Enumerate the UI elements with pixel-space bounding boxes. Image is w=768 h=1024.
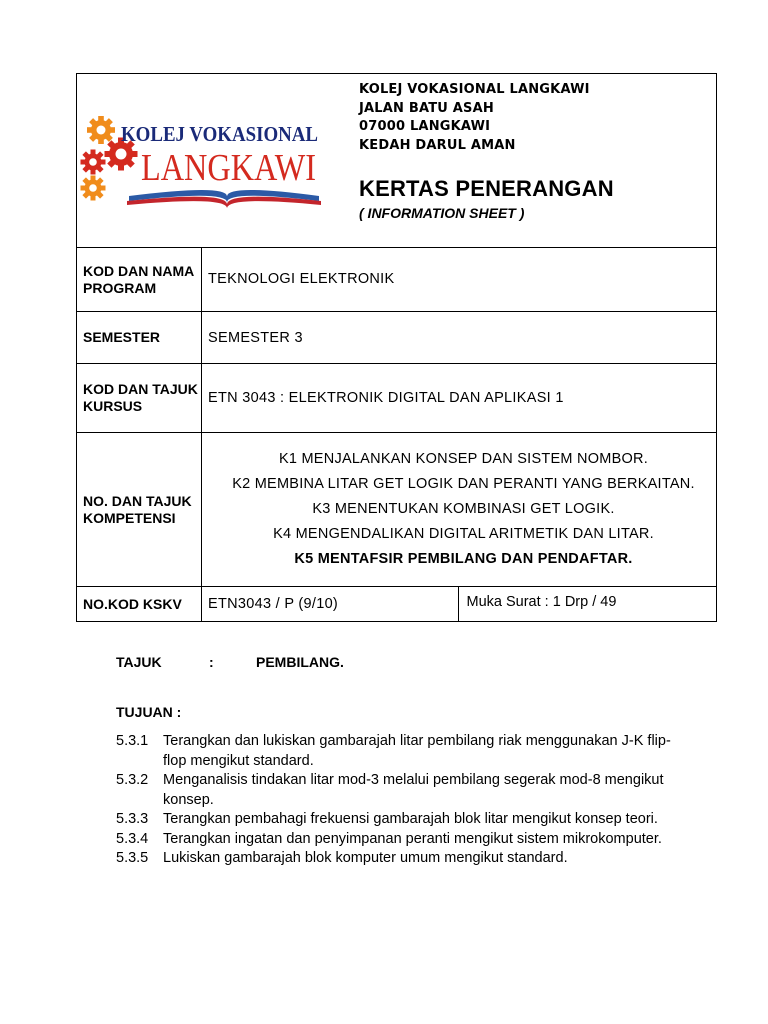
objective-item: [116, 771, 676, 810]
competency-item-current: K5 MENTAFSIR PEMBILANG DAN PENDAFTAR.: [294, 551, 633, 567]
competency-item: K4 MENGENDALIKAN DIGITAL ARITMETIK DAN LITAR.: [273, 526, 654, 542]
college-logo-graphic: [77, 74, 359, 247]
topic-value: PEMBILANG.: [256, 654, 344, 670]
objective-item: [116, 732, 676, 771]
red-gear-small-icon: [81, 150, 106, 175]
course-value: ETN 3043 : ELEKTRONIK DIGITAL DAN APLIKASI 1: [208, 390, 564, 406]
semester-value: SEMESTER 3: [208, 329, 303, 346]
objectives-heading: TUJUAN :: [116, 704, 182, 720]
kskv-row: [77, 587, 716, 621]
objective-number: 5.3.4: [116, 830, 149, 847]
information-sheet: [76, 73, 717, 622]
objective-text: Terangkan ingatan dan penyimpanan peranti mengikut sistem mikrokomputer.: [163, 830, 662, 847]
objective-text: Terangkan pembahagi frekuensi gambarajah blok litar mengikut konsep teori.: [163, 811, 658, 827]
objective-item: [116, 849, 676, 869]
objective-number: 5.3.1: [116, 733, 149, 749]
objective-item: [116, 810, 676, 830]
sheet-header: [77, 74, 716, 248]
objective-item: [116, 830, 676, 850]
kskv-label: NO.KOD KSKV: [77, 587, 202, 621]
program-value: TEKNOLOGI ELEKTRONIK: [208, 270, 395, 287]
topic-colon: :: [209, 654, 214, 670]
course-label: KOD DAN TAJUK KURSUS: [77, 364, 202, 432]
open-book-icon: [127, 190, 321, 208]
address-line-2: JALAN BATU ASAH: [359, 100, 494, 116]
semester-row: [77, 312, 716, 364]
objective-number: 5.3.2: [116, 772, 149, 788]
objective-number: 5.3.5: [116, 850, 149, 866]
topic-label: TAJUK: [116, 654, 162, 670]
college-logo: [77, 74, 359, 247]
competency-item: K3 MENENTUKAN KOMBINASI GET LOGIK.: [312, 501, 615, 517]
logo-text-line2: LANGKAWI: [141, 147, 316, 189]
objective-text: Lukiskan gambarajah blok komputer umum mengikut standard.: [163, 850, 568, 866]
competency-item: K1 MENJALANKAN KONSEP DAN SISTEM NOMBOR.: [278, 451, 649, 467]
orange-gear-bottom-icon: [81, 176, 106, 201]
orange-gear-icon: [87, 116, 115, 144]
objectives-list: [116, 732, 676, 869]
document-title: KERTAS PENERANGAN: [359, 176, 614, 201]
address-line-4: KEDAH DARUL AMAN: [359, 137, 516, 153]
college-address-block: [359, 74, 716, 247]
document-subtitle: ( INFORMATION SHEET ): [359, 205, 525, 221]
kskv-code: ETN3043 / P (9/10): [202, 587, 459, 621]
course-row: [77, 364, 716, 433]
logo-text-line1: KOLEJ VOKASIONAL: [121, 122, 318, 146]
program-row: [77, 248, 716, 312]
program-label: KOD DAN NAMA PROGRAM: [77, 248, 202, 311]
address-line-1: KOLEJ VOKASIONAL LANGKAWI: [359, 82, 590, 97]
competency-label: NO. DAN TAJUK KOMPETENSI: [77, 433, 202, 586]
competency-list: [202, 433, 716, 586]
objective-text: Terangkan dan lukiskan gambarajah litar pembilang riak menggunakan J-K flip-flop mengikut standard.: [163, 733, 671, 769]
address-line-3: 07000 LANGKAWI: [359, 119, 491, 134]
competency-row: [77, 433, 716, 587]
semester-label: SEMESTER: [77, 312, 202, 363]
objective-text: Menganalisis tindakan litar mod-3 melalui pembilang segerak mod-8 mengikut konsep.: [163, 772, 664, 808]
objective-number: 5.3.3: [116, 811, 149, 827]
competency-item: K2 MEMBINA LITAR GET LOGIK DAN PERANTI YANG BERKAITAN.: [232, 476, 695, 492]
page-number: Muka Surat : 1 Drp / 49: [466, 594, 617, 610]
